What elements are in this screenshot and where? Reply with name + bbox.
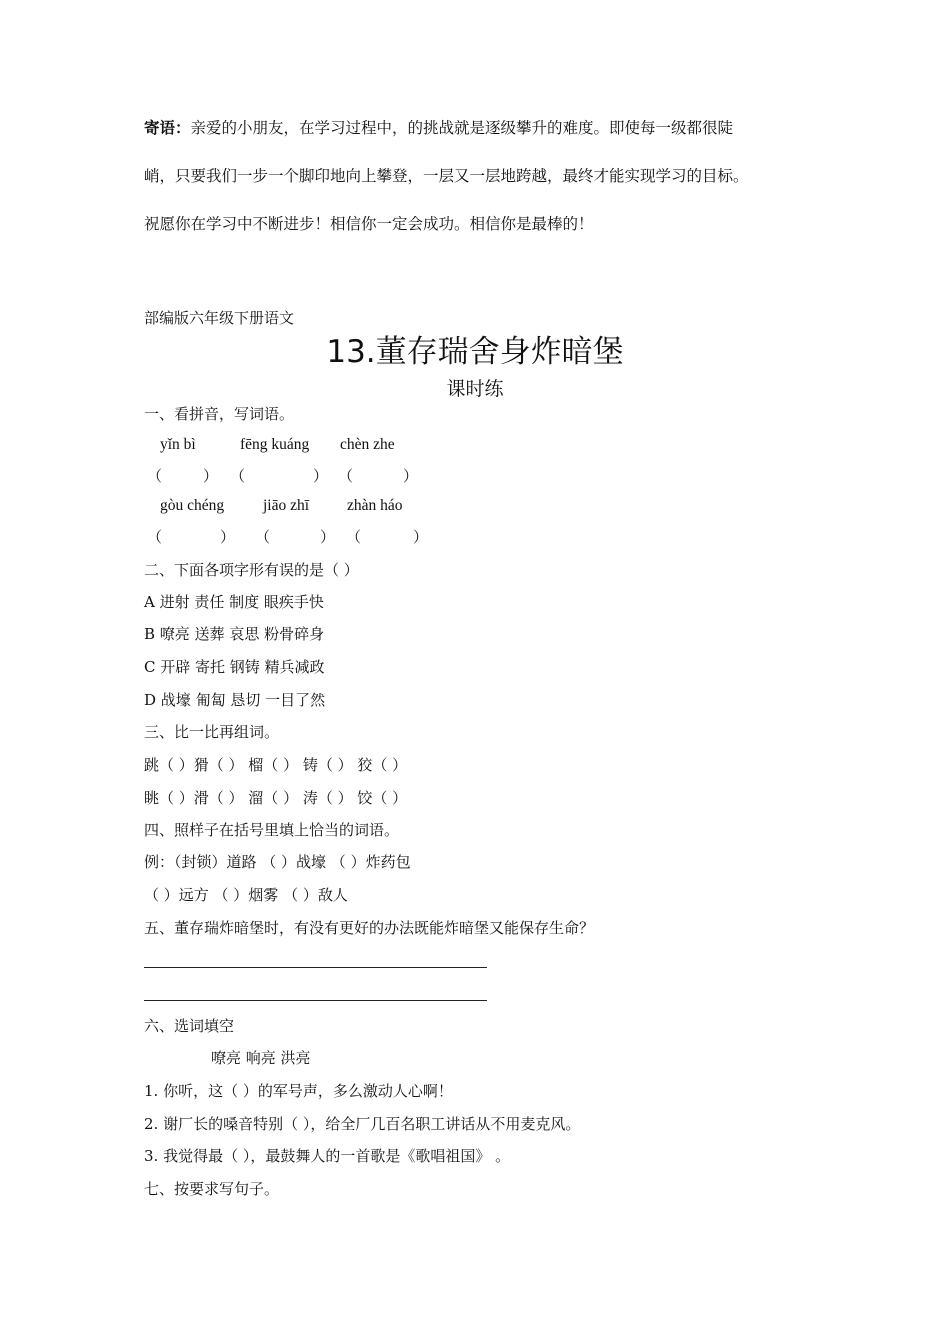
q1-blank-1-open: （ bbox=[147, 467, 163, 485]
q2-heading: 二、下面各项字形有误的是（ ） bbox=[144, 561, 359, 579]
q1-pinyin-1: yǐn bì bbox=[160, 436, 196, 453]
q1-blank-1-close: ） bbox=[203, 467, 219, 485]
q5-answer-line-1 bbox=[144, 967, 487, 968]
q3-heading: 三、比一比再组词。 bbox=[144, 723, 280, 741]
edition-label: 部编版六年级下册语文 bbox=[144, 309, 295, 327]
q7-heading: 七、按要求写句子。 bbox=[144, 1180, 280, 1198]
q1-blank-6-close: ） bbox=[413, 528, 429, 546]
q1-blank-5-open: （ bbox=[255, 528, 271, 546]
q1-heading: 一、看拼音，写词语。 bbox=[144, 405, 295, 423]
intro-line-3: 祝愿你在学习中不断进步！相信你一定会成功。相信你是最棒的！ bbox=[144, 215, 594, 233]
q1-blank-4-close: ） bbox=[220, 528, 236, 546]
page-subtitle: 课时练 bbox=[446, 378, 504, 400]
page-title: 13.董存瑞舍身炸暗堡 bbox=[326, 334, 624, 370]
q5-heading: 五、董存瑞炸暗堡时，有没有更好的办法既能炸暗堡又能保存生命？ bbox=[144, 919, 595, 937]
q2-option-c: C 开辟 寄托 钢铸 精兵减政 bbox=[144, 658, 325, 676]
q1-pinyin-5: jiāo zhī bbox=[263, 497, 310, 514]
q1-blank-4-open: （ bbox=[147, 528, 163, 546]
q4-row-1: 例：（封锁）道路 （ ）战壕 （ ）炸药包 bbox=[144, 853, 411, 871]
q2-option-b: B 嘹亮 送葬 哀思 粉骨碎身 bbox=[144, 625, 325, 643]
q1-blank-6-open: （ bbox=[346, 528, 362, 546]
q1-blank-2-open: （ bbox=[230, 467, 246, 485]
q2-option-d: D 战壕 匍匐 恳切 一目了然 bbox=[144, 691, 326, 709]
intro-label: 寄语： bbox=[144, 118, 191, 137]
q4-heading: 四、照样子在括号里填上恰当的词语。 bbox=[144, 821, 400, 839]
q1-pinyin-4: gòu chéng bbox=[160, 497, 225, 514]
q3-row-1: 跳（ ）猾（ ） 榴（ ） 铸（ ） 狡（ ） bbox=[144, 756, 408, 774]
q4-row-2: （ ）远方 （ ）烟雾 （ ）敌人 bbox=[144, 886, 348, 904]
q1-blank-3-open: （ bbox=[338, 467, 354, 485]
q6-word-bank: 嘹亮 响亮 洪亮 bbox=[211, 1049, 311, 1067]
q1-blank-2-close: ） bbox=[313, 467, 329, 485]
q1-pinyin-6: zhàn háo bbox=[347, 497, 403, 514]
intro-line-2: 峭，只要我们一步一个脚印地向上攀登，一层又一层地跨越，最终才能实现学习的目标。 bbox=[144, 167, 749, 185]
q1-blank-3-close: ） bbox=[403, 467, 419, 485]
q1-pinyin-3: chèn zhe bbox=[340, 436, 395, 453]
intro-text-1: 亲爱的小朋友，在学习过程中，的挑战就是逐级攀升的难度。即使每一级都很陡 bbox=[190, 119, 734, 137]
intro-line-1 bbox=[144, 116, 733, 138]
q6-item-3: 3. 我觉得最（ ），最鼓舞人的一首歌是《歌唱祖国》 。 bbox=[144, 1147, 511, 1165]
q5-answer-line-2 bbox=[144, 1000, 487, 1001]
q1-blank-5-close: ） bbox=[320, 528, 336, 546]
q6-item-2: 2. 谢厂长的嗓音特别（ ），给全厂几百名职工讲话从不用麦克风。 bbox=[144, 1115, 581, 1133]
q6-heading: 六、选词填空 bbox=[144, 1017, 235, 1035]
q6-item-1: 1. 你听，这（ ）的军号声，多么激动人心啊！ bbox=[144, 1082, 453, 1100]
q1-pinyin-2: fēng kuáng bbox=[240, 436, 310, 453]
q2-option-a: A 进射 责任 制度 眼疾手快 bbox=[144, 593, 324, 611]
q3-row-2: 眺（ ）滑（ ） 溜（ ） 涛（ ） 饺（ ） bbox=[144, 789, 408, 807]
